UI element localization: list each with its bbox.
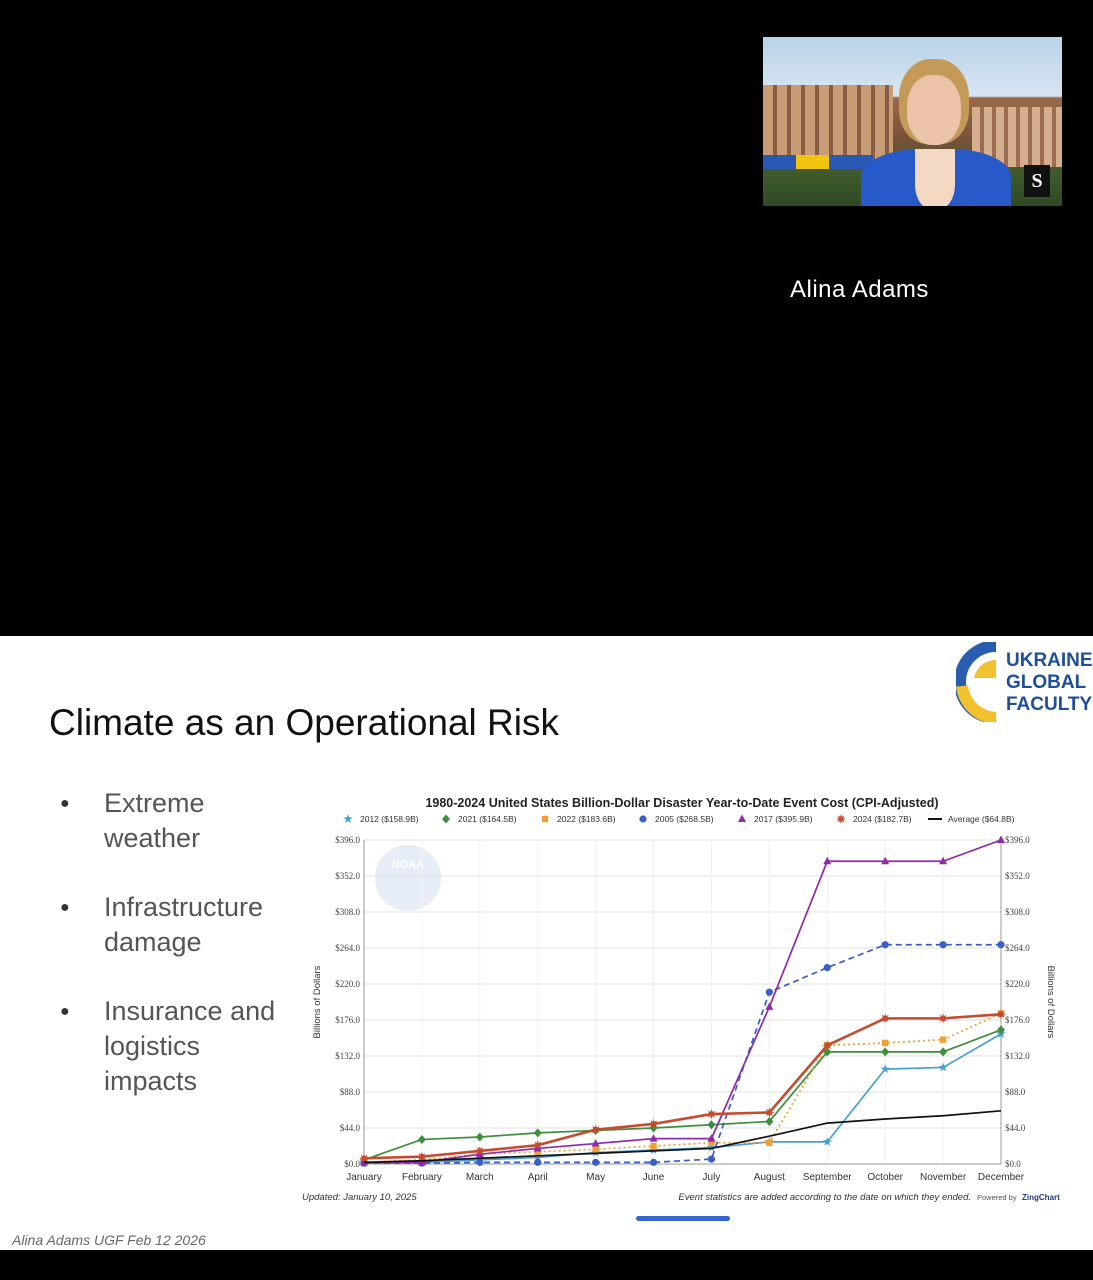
data-point bbox=[708, 1155, 715, 1162]
series-line bbox=[364, 1013, 1001, 1162]
y-tick-label-right: $44.0 bbox=[1005, 1123, 1026, 1133]
chart-title: 1980-2024 United States Billion-Dollar Disaster Year-to-Date Event Cost (CPI-Adjusted) bbox=[425, 796, 939, 810]
bullet-item: ● Infrastructure damage bbox=[56, 890, 296, 960]
data-point bbox=[766, 1140, 772, 1146]
slide-footer: Alina Adams UGF Feb 12 2026 bbox=[12, 1232, 206, 1248]
data-point bbox=[939, 1047, 947, 1056]
zingchart-brand: ZingChart bbox=[1022, 1193, 1060, 1202]
x-tick-label: June bbox=[642, 1172, 665, 1183]
y-tick-label: $176.0 bbox=[335, 1015, 360, 1025]
chart-updated-note: Updated: January 10, 2025 bbox=[302, 1192, 417, 1203]
y-tick-label-right: $132.0 bbox=[1005, 1051, 1030, 1061]
legend-marker bbox=[639, 815, 646, 822]
legend-label: 2017 ($395.9B) bbox=[754, 814, 813, 824]
data-point bbox=[650, 1159, 657, 1166]
x-tick-label: August bbox=[753, 1172, 785, 1183]
legend-label: 2022 ($183.6B) bbox=[557, 814, 616, 824]
data-point bbox=[824, 964, 831, 971]
legend-label: 2012 ($158.9B) bbox=[360, 814, 419, 824]
ugf-logo-line-2: GLOBAL bbox=[1006, 672, 1087, 693]
y-tick-label: $44.0 bbox=[339, 1123, 360, 1133]
series-line bbox=[364, 1014, 1001, 1158]
data-point bbox=[707, 1109, 717, 1119]
y-tick-label: $220.0 bbox=[335, 979, 360, 989]
participant-name-label: Alina Adams bbox=[790, 276, 929, 303]
series-line bbox=[364, 840, 1001, 1162]
y-tick-label: $0.0 bbox=[344, 1159, 360, 1169]
shared-slide bbox=[0, 636, 1093, 1250]
data-point bbox=[418, 1135, 426, 1144]
y-tick-label: $264.0 bbox=[335, 943, 360, 953]
x-tick-label: May bbox=[586, 1172, 606, 1183]
x-tick-label: October bbox=[867, 1172, 903, 1183]
x-tick-label: March bbox=[465, 1172, 494, 1183]
background-banner bbox=[763, 155, 873, 169]
x-tick-label: November bbox=[920, 1172, 967, 1183]
disaster-cost-chart bbox=[296, 786, 1071, 1216]
legend-marker bbox=[738, 815, 746, 823]
y-tick-label-right: $308.0 bbox=[1005, 907, 1030, 917]
data-point bbox=[938, 1013, 948, 1023]
data-point bbox=[476, 1133, 484, 1142]
x-tick-label: July bbox=[702, 1172, 721, 1183]
y-tick-label: $132.0 bbox=[335, 1051, 360, 1061]
data-point bbox=[534, 1159, 541, 1166]
data-point bbox=[997, 836, 1005, 844]
x-tick-label: September bbox=[802, 1172, 852, 1183]
participant-shirt bbox=[915, 149, 955, 206]
series-line bbox=[364, 1030, 1001, 1160]
data-point bbox=[592, 1159, 599, 1166]
slide-title: Climate as an Operational Risk bbox=[49, 702, 559, 743]
ugf-logo-line-3: FACULTY bbox=[1006, 694, 1093, 715]
bullet-item: ● Extreme weather bbox=[56, 786, 296, 856]
ugf-logo bbox=[956, 640, 1093, 724]
legend-label: 2005 ($268.5B) bbox=[655, 814, 714, 824]
data-point bbox=[880, 1013, 890, 1023]
bullet-list bbox=[56, 786, 296, 1133]
chart-canvas bbox=[296, 786, 1071, 1216]
y-tick-label-right: $352.0 bbox=[1005, 871, 1030, 881]
powered-by-label: Powered by bbox=[977, 1193, 1017, 1202]
legend-label: Average ($64.8B) bbox=[948, 814, 1015, 824]
series-line bbox=[364, 1034, 1001, 1163]
bullet-item: ● Insurance and logistics impacts bbox=[56, 994, 296, 1099]
slide-progress-indicator bbox=[636, 1216, 730, 1221]
legend-marker bbox=[836, 814, 846, 824]
data-point bbox=[997, 941, 1004, 948]
legend-marker bbox=[542, 816, 548, 822]
legend-marker bbox=[343, 814, 352, 823]
data-point bbox=[592, 1146, 598, 1152]
y-tick-label-right: $176.0 bbox=[1005, 1015, 1030, 1025]
data-point bbox=[882, 1040, 888, 1046]
data-point bbox=[650, 1143, 656, 1149]
participant-video-tile[interactable] bbox=[763, 37, 1062, 206]
x-tick-label: April bbox=[527, 1172, 548, 1183]
x-tick-label: February bbox=[401, 1172, 442, 1183]
data-point bbox=[765, 1002, 773, 1010]
y-tick-label-right: $220.0 bbox=[1005, 979, 1030, 989]
data-point bbox=[939, 941, 946, 948]
legend-label: 2024 ($182.7B) bbox=[853, 814, 912, 824]
data-point bbox=[591, 1125, 601, 1135]
background-building bbox=[763, 85, 893, 165]
participant-face bbox=[907, 75, 961, 145]
series-line bbox=[364, 945, 1001, 1163]
data-point bbox=[534, 1128, 542, 1137]
data-point bbox=[476, 1159, 483, 1166]
y-tick-label-right: $0.0 bbox=[1005, 1159, 1021, 1169]
y-tick-label: $352.0 bbox=[335, 871, 360, 881]
noaa-watermark-icon bbox=[375, 845, 441, 911]
y-tick-label: $308.0 bbox=[335, 907, 360, 917]
y-axis-title-right: Billions of Dollars bbox=[1045, 965, 1056, 1039]
y-tick-label: $396.0 bbox=[335, 835, 360, 845]
x-tick-label: December bbox=[977, 1172, 1025, 1183]
y-tick-label-right: $264.0 bbox=[1005, 943, 1030, 953]
data-point bbox=[940, 1036, 946, 1042]
x-tick-label: January bbox=[346, 1172, 382, 1183]
ugf-logo-line-1: UKRAINE bbox=[1006, 650, 1093, 671]
legend-marker bbox=[442, 815, 450, 824]
data-point bbox=[881, 1047, 889, 1056]
school-logo-badge: S bbox=[1024, 165, 1050, 197]
chart-event-note: Event statistics are added according to the date on which they ended. bbox=[678, 1192, 971, 1203]
y-tick-label-right: $88.0 bbox=[1005, 1087, 1026, 1097]
y-tick-label: $88.0 bbox=[339, 1087, 360, 1097]
legend-label: 2021 ($164.5B) bbox=[458, 814, 517, 824]
bottom-black-bar bbox=[0, 1250, 1093, 1280]
ugf-logo-text bbox=[1006, 650, 1093, 716]
y-axis-title: Billions of Dollars bbox=[312, 965, 323, 1039]
y-tick-label-right: $396.0 bbox=[1005, 835, 1030, 845]
data-point bbox=[882, 941, 889, 948]
noaa-watermark-text: NOAA bbox=[391, 859, 425, 871]
data-point bbox=[766, 989, 773, 996]
